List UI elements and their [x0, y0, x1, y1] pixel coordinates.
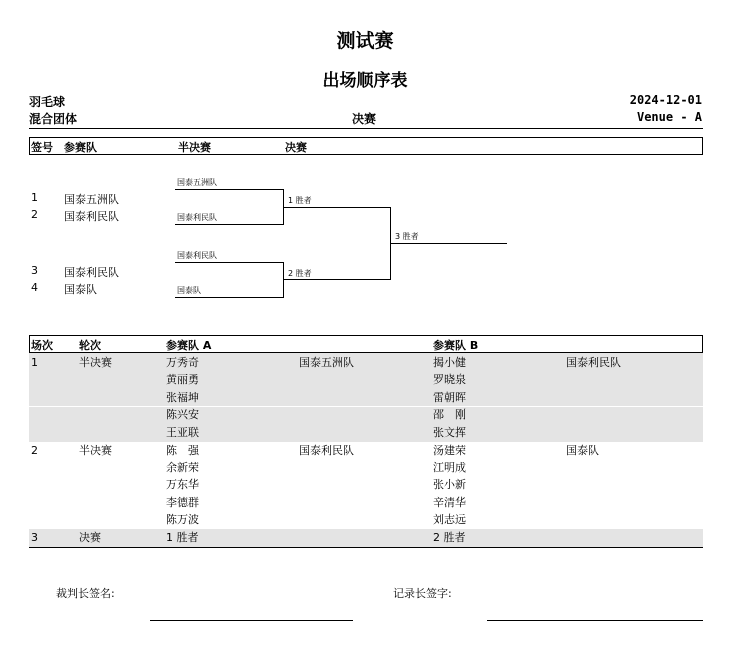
team-b-winner: 2 胜者 [433, 531, 466, 544]
table-bottom-line [29, 547, 703, 548]
seed-number: 2 [31, 208, 38, 221]
player-b: 张文挥 [433, 426, 466, 439]
recorder-signature-line[interactable] [487, 620, 703, 621]
player-b: 雷朝晖 [433, 391, 466, 404]
semi-slot-label: 国泰五洲队 [177, 178, 217, 187]
winner-slot-label: 2 胜者 [288, 269, 312, 278]
player-a: 陈兴安 [166, 408, 199, 421]
match-round: 半决赛 [79, 444, 112, 457]
row-shade [29, 529, 703, 547]
winner-slot-label: 1 胜者 [288, 196, 312, 205]
sport-label: 羽毛球 [29, 95, 66, 109]
player-a: 万东华 [166, 478, 199, 491]
final-slot-label: 3 胜者 [395, 232, 419, 241]
player-a: 万秀奇 [166, 356, 199, 369]
player-a: 陈 强 [166, 444, 199, 457]
referee-signature-label: 裁判长签名: [56, 587, 115, 600]
sheet-title: 出场顺序表 [322, 71, 408, 91]
bracket-col-semifinal: 半决赛 [178, 141, 211, 154]
order-col-match: 场次 [31, 339, 53, 352]
team-b-name: 国泰利民队 [566, 356, 621, 369]
team-a-name: 国泰利民队 [299, 444, 354, 457]
player-b: 刘志远 [433, 513, 466, 526]
seed-team: 国泰五洲队 [64, 193, 119, 206]
bracket-header [29, 137, 703, 155]
player-b: 江明成 [433, 461, 466, 474]
player-b: 揭小健 [433, 356, 466, 369]
seed-team: 国泰利民队 [64, 266, 119, 279]
team-b-name: 国泰队 [566, 444, 599, 457]
player-a: 陈万波 [166, 513, 199, 526]
player-a: 余新荣 [166, 461, 199, 474]
round-label: 决赛 [352, 112, 377, 126]
player-a: 王亚联 [166, 426, 199, 439]
header-divider [29, 128, 703, 129]
venue-label: Venue - A [636, 110, 702, 124]
seed-number: 4 [31, 281, 38, 294]
player-b: 张小新 [433, 478, 466, 491]
match-number: 2 [31, 444, 38, 457]
seed-number: 1 [31, 191, 38, 204]
recorder-signature-label: 记录长签字: [393, 587, 452, 600]
match-round: 半决赛 [79, 356, 112, 369]
row-shade [29, 407, 703, 442]
seed-team: 国泰队 [64, 283, 97, 296]
date-label: 2024-12-01 [629, 93, 702, 107]
semi-slot-label: 国泰队 [177, 286, 201, 295]
semi-slot-label: 国泰利民队 [177, 213, 217, 222]
order-table-header [29, 335, 703, 353]
player-a: 张福坤 [166, 391, 199, 404]
bracket-col-final: 决赛 [285, 141, 307, 154]
seed-number: 3 [31, 264, 38, 277]
order-col-team-b: 参赛队 B [433, 339, 479, 352]
player-b: 罗晓泉 [433, 373, 466, 386]
team-a-winner: 1 胜者 [166, 531, 199, 544]
player-b: 邵 刚 [433, 408, 466, 421]
player-a: 李德群 [166, 496, 199, 509]
team-a-name: 国泰五洲队 [299, 356, 354, 369]
player-b: 汤建荣 [433, 444, 466, 457]
bracket-col-team: 参赛队 [64, 141, 97, 154]
semi-slot-label: 国泰利民队 [177, 251, 217, 260]
order-col-team-a: 参赛队 A [166, 339, 212, 352]
event-title: 测试赛 [336, 30, 394, 52]
match-number: 1 [31, 356, 38, 369]
seed-team: 国泰利民队 [64, 210, 119, 223]
match-number: 3 [31, 531, 38, 544]
event-type-label: 混合团体 [29, 112, 78, 126]
player-a: 黄丽勇 [166, 373, 199, 386]
bracket-col-seed: 签号 [31, 141, 53, 154]
match-round: 决赛 [79, 531, 101, 544]
referee-signature-line[interactable] [150, 620, 353, 621]
order-col-round: 轮次 [79, 339, 101, 352]
player-b: 辛清华 [433, 496, 466, 509]
